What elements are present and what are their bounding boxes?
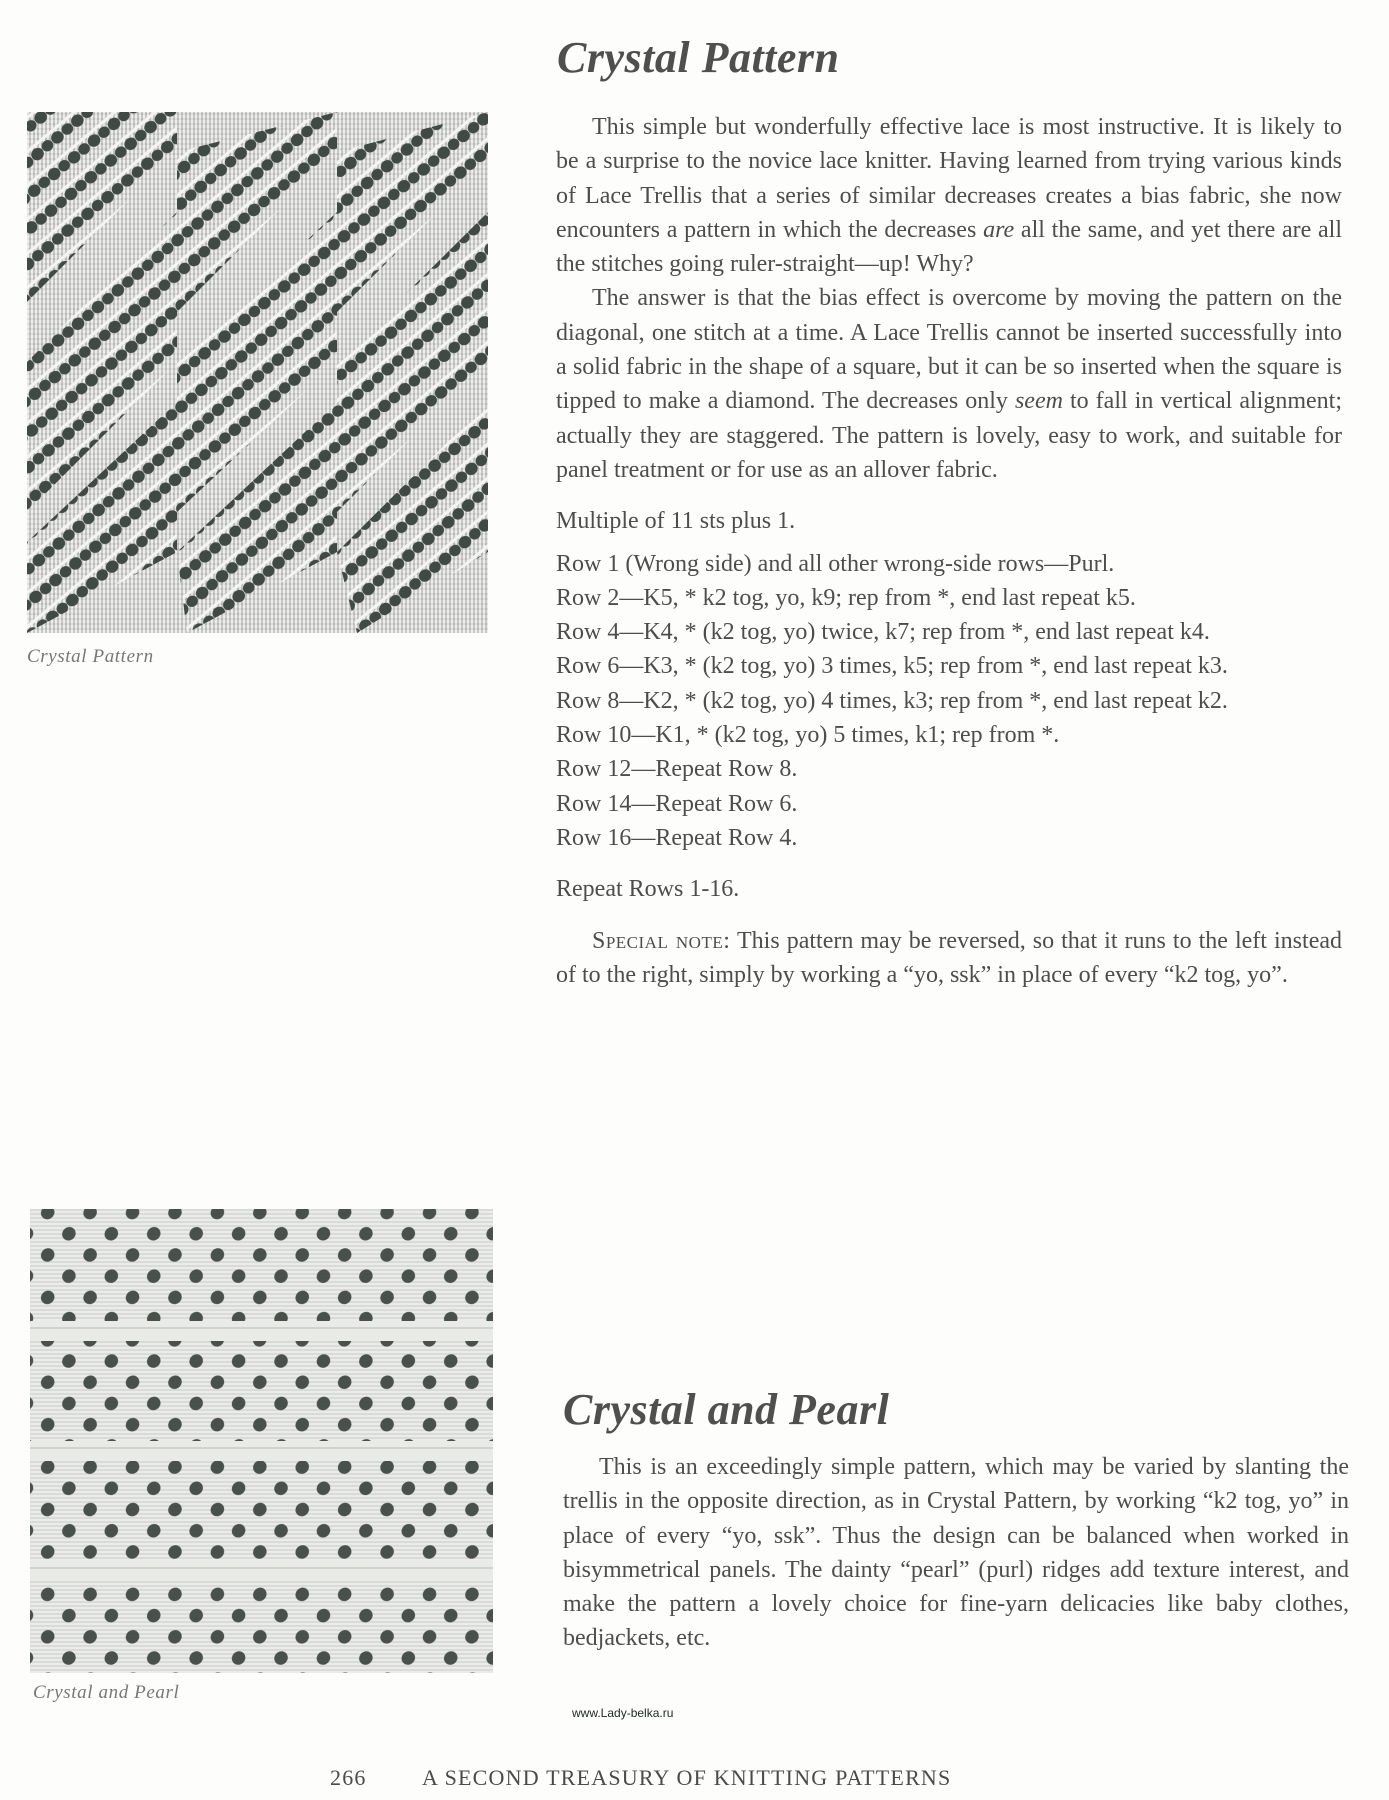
photo-caption-crystal-pattern: Crystal Pattern <box>27 646 154 667</box>
row-instruction: Row 14—Repeat Row 6. <box>556 790 798 817</box>
crystal-pattern-text <box>556 110 1342 992</box>
running-footer <box>330 1765 951 1791</box>
repeat-instruction: Repeat Rows 1-16. <box>556 876 740 903</box>
special-note-label: Special note: <box>592 927 731 954</box>
knit-lace-diagonal-eyelets-image <box>27 112 488 633</box>
emphasis-are: are <box>983 216 1015 243</box>
description-paragraph: This is an exceedingly simple pattern, which may be varied by slanting the trellis in the opposite direction, as in Crystal Pattern, by working “k2 tog, yo” in place of every “yo, ssk”. Thus the design can be balanced when worked in bisymmetrical panels. The dainty “pearl” (purl) ridges add texture interest, and make the pattern a lovely choice for fine-yarn delicacies like baby clothes, bedjackets, etc. <box>563 1454 1349 1652</box>
special-note: Special note: This pattern may be reversed, so that it runs to the left instead of to the right, simply by working a “yo, ssk” in place of every “k2 tog, yo”. <box>556 927 1342 988</box>
knit-lace-eyelets-with-purl-ridges-image <box>30 1209 493 1673</box>
row-instruction: Row 16—Repeat Row 4. <box>556 824 798 851</box>
row-instruction: Row 2—K5, * k2 tog, yo, k9; rep from *, end last repeat k5. <box>556 584 1136 611</box>
row-instruction: Row 6—K3, * (k2 tog, yo) 3 times, k5; rep from *, end last repeat k3. <box>556 653 1228 680</box>
intro-paragraph-1: This simple but wonderfully effective lace is most instructive. It is likely to be a surprise to the novice lace knitter. Having learned from trying various kinds of Lace Trellis that a series of similar decreases creates a bias fabric, she now encounters a pattern in which the decreases are all the same, and yet there are all the stitches going ruler-straight—up! Why? <box>556 114 1342 278</box>
row-instruction: Row 4—K4, * (k2 tog, yo) twice, k7; rep from *, end last repeat k4. <box>556 619 1210 646</box>
page-number: 266 <box>330 1765 367 1790</box>
photo-caption-crystal-and-pearl: Crystal and Pearl <box>33 1682 180 1703</box>
emphasis-seem: seem <box>1014 388 1063 415</box>
watermark-url: www.Lady-belka.ru <box>572 1706 674 1720</box>
row-instruction: Row 1 (Wrong side) and all other wrong-side rows—Purl. <box>556 550 1115 577</box>
section-title-crystal-and-pearl: Crystal and Pearl <box>563 1385 890 1434</box>
row-instructions <box>556 547 1342 856</box>
row-instruction: Row 12—Repeat Row 8. <box>556 756 798 783</box>
intro-paragraph-2: The answer is that the bias effect is overcome by moving the pattern on the diagonal, one stitch at a time. A Lace Trellis cannot be inserted successfully into a solid fabric in the shape of a square, but it can be so inserted when the square is tipped to make a diamond. The decreases only seem to fall in vertical alignment; actually they are staggered. The pattern is lovely, easy to work, and suitable for panel treatment or for use as an allover fabric. <box>556 285 1342 483</box>
section-title-crystal-pattern: Crystal Pattern <box>557 33 840 82</box>
crystal-pattern-photo <box>27 112 488 633</box>
row-instruction: Row 8—K2, * (k2 tog, yo) 4 times, k3; rep from *, end last repeat k2. <box>556 687 1228 714</box>
crystal-and-pearl-photo <box>30 1209 493 1673</box>
row-instruction: Row 10—K1, * (k2 tog, yo) 5 times, k1; rep from *. <box>556 722 1060 749</box>
book-title: A SECOND TREASURY OF KNITTING PATTERNS <box>422 1765 952 1790</box>
crystal-and-pearl-text <box>563 1450 1349 1656</box>
stitch-multiple: Multiple of 11 sts plus 1. <box>556 508 796 535</box>
